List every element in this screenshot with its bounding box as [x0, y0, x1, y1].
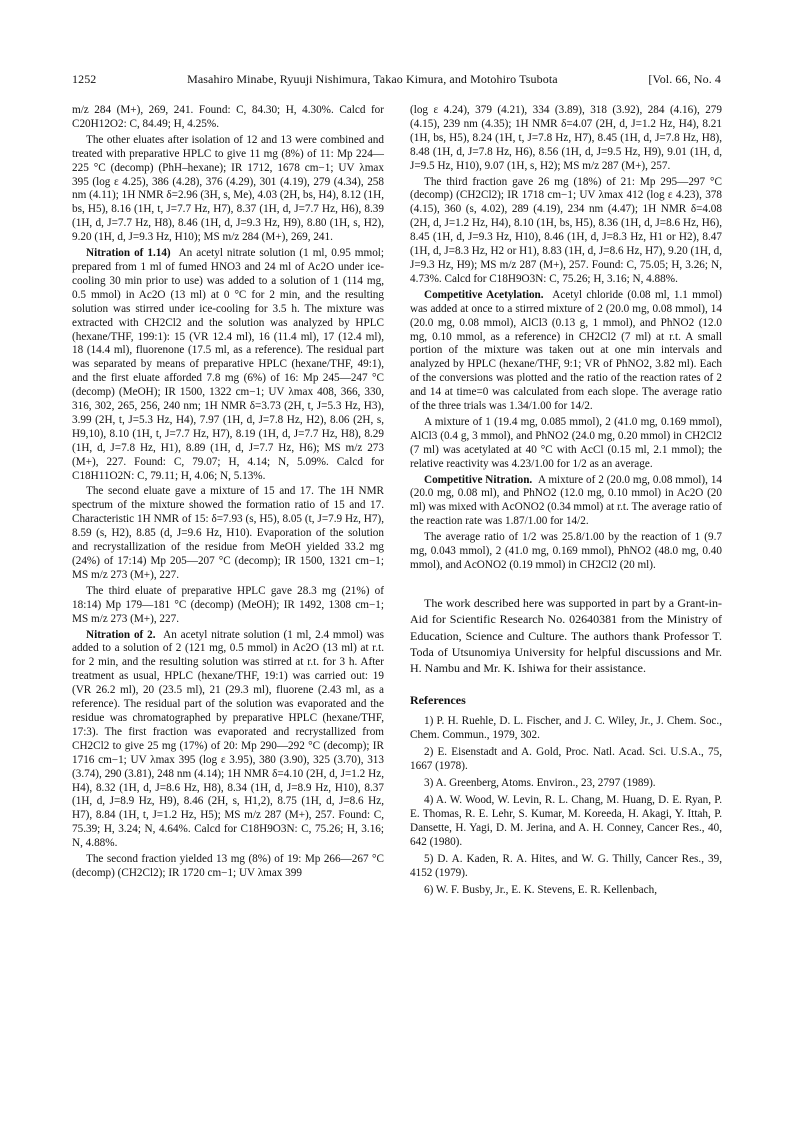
run-in-heading: Competitive Acetylation.: [424, 288, 544, 301]
reference-item: 2) E. Eisenstadt and A. Gold, Proc. Natl. Acad. Sci. U.S.A., 75, 1667 (1978).: [410, 746, 722, 773]
run-in-heading: Competitive Nitration.: [424, 473, 533, 486]
paragraph-text: An acetyl nitrate solution (1 ml, 0.95 mmol; prepared from 1 ml of fumed HNO3 and 24 ml of Ac2O under ice-cooling 30 min prior to use) was added to a solution of 1 (114 mg, 0.5 mmol) in Ac2O (13 ml) at 0 °C for 2 min, and the resulting solution was stirred under ice-cooling for 3.5 h. The mixture was extracted with CH2Cl2 and the solution was analyzed by HPLC (hexane/THF, 199:1): 15 (VR 12.4 ml), 16 (11.4 ml), 17 (12.4 ml), 18 (14.4 ml), fluorenone (17.5 ml, as a reference). The residual part was separated by means of preparative HPLC (hexane/THF, 49:1), and the first eluate afforded 7.8 mg (6%) of 16: Mp 245—247 °C (decomp) (MeOH); IR 1500, 1322 cm−1; UV λmax 408, 366, 330, 316, 302, 265, 256, 240 nm; 1H NMR δ=3.73 (2H, t, J=5.3 Hz, H3), 3.99 (2H, t, J=5.3 Hz, H4), 7.97 (1H, d, J=7.8 Hz, H2), 8.06 (2H, s, H9,10), 8.10 (1H, t, J=7.7 Hz, H7), 8.19 (1H, d, J=7.7 Hz, H8), 8.29 (1H, d, J=7.8 Hz, H1), 8.89 (1H, d, J=7.7 Hz, H6); MS m/z 273 (M+), 227. Found: C, 79.07; H, 4.14; N, 5.09%. Calcd for C18H11O2N: C, 79.11; H, 4.06; N, 5.13%.: [72, 247, 385, 482]
header-authors: Masahiro Minabe, Ryuuji Nishimura, Takao Kimura, and Motohiro Tsubota: [187, 72, 558, 86]
paragraph: (log ε 4.24), 379 (4.21), 334 (3.89), 318 (3.92), 284 (4.16), 279 (4.15), 239 nm (4.35); 1H NMR δ=4.07 (2H, d, J=1.2 Hz, H4), 8.21 (1H, bs, H5), 8.24 (1H, t, J=7.8 Hz, H7), 8.45 (1H, d, J=7.8 Hz, H8), 8.48 (1H, d, J=7.8 Hz, H6), 8.56 (1H, d, J=9.5 Hz, H9), 9.01 (1H, d, J=9.5 Hz, H10), 9.07 (1H, s, H2); MS m/z 287 (M+), 257.: [410, 104, 722, 172]
paragraph: A mixture of 1 (19.4 mg, 0.085 mmol), 2 (41.0 mg, 0.169 mmol), AlCl3 (0.4 g, 3 mmol), and PhNO2 (24.0 mg, 0.20 mmol) in CH2Cl2 (7 ml) was acetylated at 40 °C with AcCl (0.15 ml, 2.1 mmol); the relative reactivity was 4.23/1.00 for 1/2 as an average.: [410, 415, 722, 470]
reference-item: 5) D. A. Kaden, R. A. Hites, and W. G. Thilly, Cancer Res., 39, 4152 (1979).: [410, 853, 722, 880]
reference-item: 1) P. H. Ruehle, D. L. Fischer, and J. C. Wiley, Jr., J. Chem. Soc., Chem. Commun., 1979, 302.: [410, 715, 722, 742]
reference-item: 6) W. F. Busby, Jr., E. K. Stevens, E. R. Kellenbach,: [424, 884, 657, 897]
reference-item: 4) A. W. Wood, W. Levin, R. L. Chang, M. Huang, D. E. Ryan, P. E. Thomas, R. E. Lehr, S. Kumar, M. Koreeda, H. Akagi, Y. Ittah, P. Dansette, H. Yagi, D. M. Jerina, and A. H. Conney, Cancer Res., 40, 642 (1980).: [410, 794, 722, 849]
running-header: [72, 72, 721, 87]
run-in-heading: Nitration of 1.14): [86, 247, 171, 260]
section-paragraph: [410, 289, 722, 414]
acknowledgement: The work described here was supported in part by a Grant-in-Aid for Scientific Research No. 02640381 from the Ministry of Education, Science and Culture. The authors thank Professor T. Toda of Utsunomiya University for helpful discussions and Mr. H. Nambu and Mr. K. Ishiwa for their assistance.: [410, 595, 722, 676]
right-column: [410, 104, 722, 900]
paragraph: The second eluate gave a mixture of 15 and 17. The 1H NMR spectrum of the mixture showed the formation ratio of 15 and 17. Characteristic 1H NMR of 15: δ=7.93 (s, H5), 8.05 (t, J=7.9 Hz, H7), 8.59 (s, H2), 8.85 (d, J=9.6 Hz, H10). Evaporation of the solution and recrystallization of the residue from MeOH yielded 33.2 mg (24%) of 17:14) Mp 205—207 °C (decomp); IR 1500, 1321 cm−1; MS m/z 273 (M+), 227.: [72, 485, 384, 581]
paragraph: The second fraction yielded 13 mg (8%) of 19: Mp 266—267 °C (decomp) (CH2Cl2); IR 1720 cm−1; UV λmax 399: [72, 853, 384, 879]
paragraph: m/z 284 (M+), 269, 241. Found: C, 84.30; H, 4.30%. Calcd for C20H12O2: C, 84.49; H, 4.25%.: [72, 104, 384, 130]
reference-item: 3) A. Greenberg, Atoms. Environ., 23, 2797 (1989).: [424, 777, 656, 790]
paragraph: The third eluate of preparative HPLC gave 28.3 mg (21%) of 18:14) Mp 179—181 °C (decomp) (MeOH); IR 1492, 1308 cm−1; MS m/z 273 (M+), 227.: [72, 584, 384, 625]
two-column-body: [72, 104, 722, 900]
header-journal: [Vol. 66, No. 4: [648, 72, 721, 86]
run-in-heading: Nitration of 2.: [86, 628, 156, 641]
section-paragraph: [72, 247, 384, 483]
paragraph-text: A mixture of 2 (20.0 mg, 0.08 mmol), 14 (20.0 mg, 0.08 ml), and PhNO2 (12.0 mg, 0.10 mmol) in Ac2O (20 ml) was mixed with AcONO2 (0.34 mmol) at r.t. The average ratio of the reaction rate was 1.87/1.00 for 14/2.: [410, 473, 723, 528]
references-heading: References: [410, 693, 466, 708]
section-paragraph: [410, 474, 722, 530]
paragraph-text: Acetyl chloride (0.08 ml, 1.1 mmol) was added at once to a stirred mixture of 2 (20.0 mg, 0.08 mmol), 14 (20.0 mg, 0.08 mmol), AlCl3 (0.13 g, 1 mmol), and PhNO2 (12.0 mg, 0.10 mmol, as a reference) in CH2Cl2 (7 ml) at r.t. A small portion of the mixture was taken out at one min intervals and analyzed by HPLC (hexane/THF, 9:1; VR of PhNO2, 3.82 ml). Each of the conversions was plotted and the ratio of the reaction rates of 2 and 14 at time=0 was calculated from each slope. The average ratio of the three trials was 1.34/1.00 for 14/2.: [410, 288, 723, 413]
paragraph: The third fraction gave 26 mg (18%) of 21: Mp 295—297 °C (decomp) (CH2Cl2); IR 1718 cm−1; UV λmax 412 (log ε 4.23), 378 (4.15), 360 (s, 4.02), 289 (4.19), 234 nm (4.47); 1H NMR δ=4.08 (2H, d, J=1.2 Hz, H4), 8.10 (1H, bs, H5), 8.36 (1H, d, J=8.6 Hz, H6), 8.45 (1H, d, J=9.3 Hz, H10), 8.46 (1H, d, J=8.3 Hz, H1 or H2), 8.47 (1H, d, J=8.3 Hz, H2 or H1), 8.83 (1H, d, J=8.6 Hz, H7), 9.20 (1H, d, J=9.3 Hz, H9); MS m/z 287 (M+), 257. Found: C, 75.05; H, 3.26; N, 4.73%. Calcd for C18H9O3N: C, 75.26; H, 3.16; N, 4.88%.: [410, 175, 722, 285]
paragraph: The average ratio of 1/2 was 25.8/1.00 by the reaction of 1 (9.7 mg, 0.043 mmol), 2 (41.0 mg, 0.169 mmol), PhNO2 (48.0 mg, 0.40 mmol), and AcONO2 (0.19 mmol) in CH2Cl2 (20 ml).: [410, 531, 722, 571]
page-number: 1252: [72, 72, 97, 86]
paragraph: The other eluates after isolation of 12 and 13 were combined and treated with preparative HPLC to give 11 mg (8%) of 11: Mp 224—225 °C (decomp) (PhH–hexane); IR 1712, 1678 cm−1; UV λmax 395 (log ε 4.25), 386 (4.28), 376 (4.29), 301 (4.19), 279 (4.34), 258 nm (4.11); 1H NMR δ=2.96 (3H, s, Me), 4.03 (2H, bs, H4), 8.12 (1H, bs, H5), 8.16 (1H, t, J=7.7 Hz, H7), 8.37 (1H, d, J=7.7 Hz, H6), 8.39 (1H, d, J=7.7 Hz, H8), 8.46 (1H, d, J=9.3 Hz, H9), 8.80 (1H, s, H2), 9.20 (1H, d, J=9.3 Hz, H10); MS m/z 284 (M+), 269, 241.: [72, 133, 384, 244]
left-column: [72, 104, 384, 900]
paragraph-text: An acetyl nitrate solution (1 ml, 2.4 mmol) was added to a solution of 2 (121 mg, 0.5 mmol) in Ac2O (13 ml) at r.t. for 2 min, and the resulting solution was stirred at r.t. for 3 h. After treatment as usual, HPLC (hexane/THF, 19:1) was carried out: 19 (VR 26.2 ml), 20 (23.5 ml), 21 (29.3 ml), fluorene (2.43 ml, as a reference). The residual part of the solution was evaporated and the residue was chromatographed by preparative HPLC (hexane/THF, 17:3). The first fraction was evaporated and recrystallized from CH2Cl2 to give 25 mg (17%) of 20: Mp 290—292 °C (decomp); IR 1716 cm−1; UV λmax 395 (log ε 3.95), 380 (3.90), 325 (3.70), 313 (3.74), 290 (3.81), 248 nm (4.14); 1H NMR δ=4.10 (2H, d, J=1.2 Hz, H4), 8.32 (1H, d, J=8.6 Hz, H8), 8.34 (1H, d, J=8.9 Hz, H10), 8.37 (1H, d, J=8.9 Hz, H9), 8.46 (2H, s, H1,2), 8.75 (1H, d, J=8.6 Hz, H7), 8.84 (1H, t, J=1.2 Hz, H5); MS m/z 287 (M+), 257. Found: C, 75.39; H, 3.24; N, 4.64%. Calcd for C18H9O3N: C, 75.26; H, 3.16; N, 4.88%.: [72, 628, 384, 850]
section-paragraph: [72, 629, 384, 852]
